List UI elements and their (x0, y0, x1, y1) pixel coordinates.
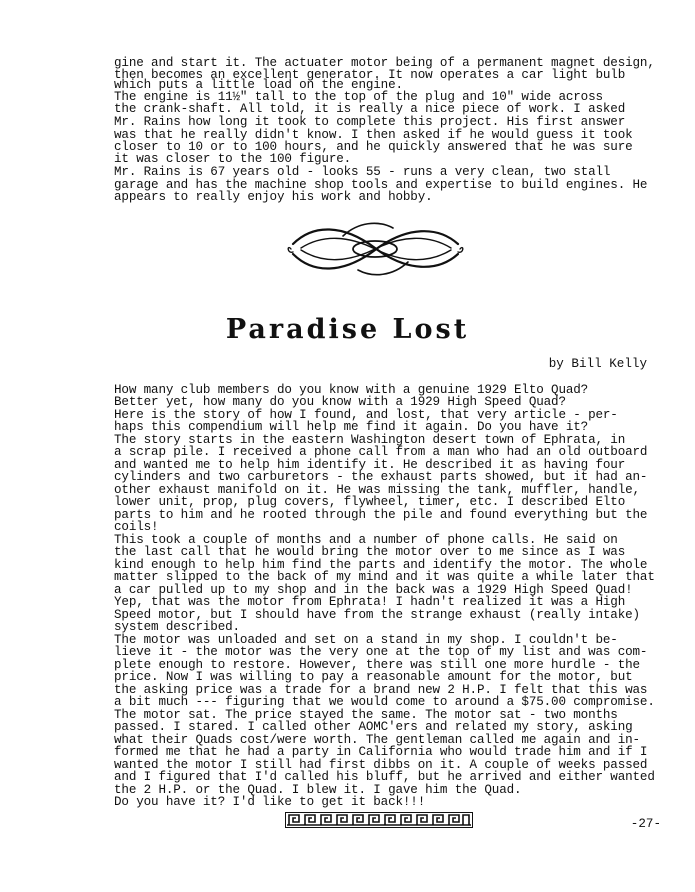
text-line: closer to 10 or to 100 hours, and he quickly answered that he was sure (114, 140, 633, 154)
text-line: other exhaust manifold on it. He was missing the tank, muffler, handle, (114, 483, 640, 497)
byline: by Bill Kelly (548, 357, 647, 371)
text-line: and wanted me to help him identify it. He described it as having four (114, 458, 626, 472)
text-line: Do you have it? I'd like to get it back!!! (114, 795, 426, 809)
text-line: wanted the motor I still had first dibbs on it. A couple of weeks passed (114, 758, 648, 772)
text-line: lieve it - the motor was the very one at the top of my list and was com- (114, 645, 648, 659)
text-line: How many club members do you know with a genuine 1929 Elto Quad? (114, 383, 589, 397)
text-line: it was closer to the 100 figure. (114, 152, 352, 166)
text-line: gine and start it. The actuater motor being of a permanent magnet design, (114, 56, 655, 70)
text-line: appears to really enjoy his work and hobby. (114, 190, 433, 204)
text-line: This took a couple of months and a number of phone calls. He said on (114, 533, 618, 547)
flourish-divider (283, 214, 468, 284)
text-line: system described. (114, 620, 240, 634)
text-line: was that he really didn't know. I then asked if he would guess it took (114, 128, 633, 142)
text-line: what their Quads cost/were worth. The gentleman called me again and in- (114, 733, 640, 747)
text-line: the crank-shaft. All told, it is really a nice piece of work. I asked (114, 102, 626, 116)
greek-key-ornament (285, 812, 473, 828)
text-line: the asking price was a trade for a brand new 2 H.P. I felt that this was (114, 683, 648, 697)
text-line: The motor sat. The price stayed the same. The motor sat - two months (114, 708, 618, 722)
text-line: Yep, that was the motor from Ephrata! I hadn't realized it was a High (114, 595, 626, 609)
text-line: Speed motor, but I should have from the strange exhaust (really intake) (114, 608, 640, 622)
page-number: -27- (630, 817, 661, 831)
text-line: lower unit, prop, plug covers, flywheel, timer, etc. I described Elto (114, 495, 626, 509)
text-line: cylinders and two carburetors - the exhaust parts showed, but it had an- (114, 470, 648, 484)
text-line: kind enough to help him find the parts and identify the motor. The whole (114, 558, 648, 572)
text-line: garage and has the machine shop tools and expertise to build engines. He (114, 178, 648, 192)
text-line: haps this compendium will help me find it again. Do you have it? (114, 420, 589, 434)
text-line: parts to him and he rooted through the pile and found everything but the (114, 508, 648, 522)
text-line: The motor was unloaded and set on a stand in my shop. I couldn't be- (114, 633, 618, 647)
text-line: Mr. Rains is 67 years old - looks 55 - runs a very clean, two stall (114, 165, 611, 179)
text-line: the last call that he would bring the motor over to me since as I was (114, 545, 626, 559)
text-line: the 2 H.P. or the Quad. I blew it. I gave him the Quad. (114, 783, 522, 797)
text-line: coils! (114, 520, 159, 534)
text-line: formed me that he had a party in California who would trade him and if I (114, 745, 648, 759)
text-line: passed. I stared. I called other AOMC'ers and related my story, asking (114, 720, 633, 734)
text-line: Better yet, how many do you know with a 1929 High Speed Quad? (114, 395, 566, 409)
text-line: plete enough to restore. However, there was still one more hurdle - the (114, 658, 640, 672)
text-line: Here is the story of how I found, and lost, that very article - per- (114, 408, 618, 422)
text-line: The engine is 11½" tall to the top of the plug and 10" wide across (114, 90, 603, 104)
text-line: Mr. Rains how long it took to complete this project. His first answer (114, 115, 626, 129)
text-line: matter slipped to the back of my mind and it was quite a while later that (114, 570, 655, 584)
text-line: which puts a little load on the engine. (114, 78, 403, 92)
text-line: then becomes an excellent generator. It now operates a car light bulb (114, 68, 626, 82)
text-line: a scrap pile. I received a phone call from a man who had an old outboard (114, 445, 648, 459)
text-line: and I figured that I'd called his bluff, but he arrived and either wanted (114, 770, 655, 784)
text-line: price. Now I was willing to pay a reasonable amount for the motor, but (114, 670, 633, 684)
article-title: Paradise Lost (225, 314, 470, 345)
text-line: a bit much --- figuring that we would come to around a $75.00 compromise. (114, 695, 655, 709)
text-line: The story starts in the eastern Washington desert town of Ephrata, in (114, 433, 626, 447)
text-line: a car pulled up to my shop and in the back was a 1929 High Speed Quad! (114, 583, 633, 597)
